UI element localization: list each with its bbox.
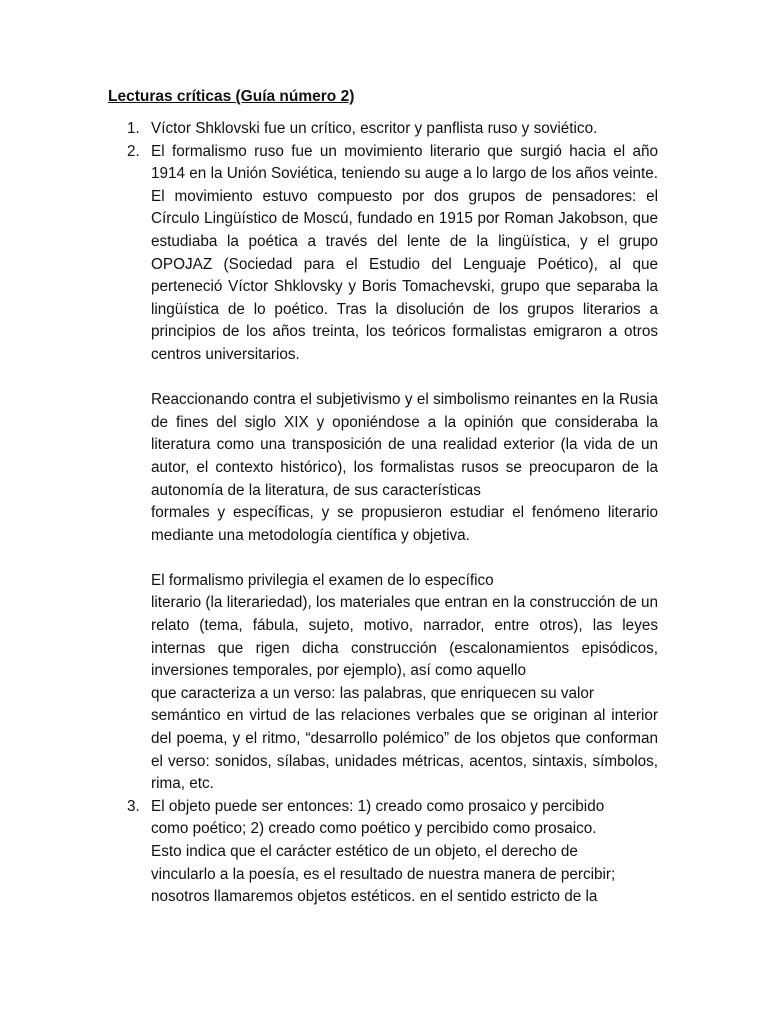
text-line: vincularlo a la poesía, es el resultado de nuestra manera de percibir; bbox=[151, 865, 616, 883]
paragraph-gap bbox=[151, 547, 658, 570]
list-item-2 bbox=[127, 141, 658, 796]
list-number: 2. bbox=[127, 142, 140, 160]
text-line: nosotros llamaremos objetos estéticos. en el sentido estricto de la bbox=[151, 888, 598, 906]
list-number: 3. bbox=[127, 797, 140, 815]
paragraph: literario (la literariedad), los materiales que entran en la construcción de un relato (tema, fábula, sujeto, motivo, narrador, entre otros), las leyes internas que rigen dicha construcción (escalonamientos episódicos, inversiones temporales, por ejemplo), así como aquello bbox=[151, 594, 658, 680]
text-line: Esto indica que el carácter estético de un objeto, el derecho de bbox=[151, 843, 578, 860]
paragraph: El formalismo ruso fue un movimiento literario que surgió hacia el año 1914 en la Unión Soviética, teniendo su auge a lo largo de los años veinte. El movimiento estuvo compuesto por dos grupos de pensadores: el Círculo Lingüístico de Moscú, fundado en 1915 por Roman Jakobson, que estudiaba la poética a través del lente de la lingüística, y el grupo OPOJAZ (Sociedad para el Estudio del Lenguaje Poético), al que perteneció Víctor Shklovsky y Boris Tomachevski, grupo que separaba la lingüística de lo poético. Tras la disolución de los grupos literarios a principios de los años treinta, los teóricos formalistas emigraron a otros centros universitarios. bbox=[151, 142, 658, 363]
document-title: Lecturas críticas (Guía número 2) bbox=[108, 88, 355, 105]
text-line: como poético; 2) creado como poético y percibido como prosaico. bbox=[151, 820, 597, 838]
list-item-3 bbox=[127, 796, 658, 909]
paragraph: semántico en virtud de las relaciones verbales que se originan al interior del poema, y el ritmo, “desarrollo polémico” de los objetos que conforman el verso: sonidos, sílabas, unidades métricas, acentos, sintaxis, símbolos, rima, etc. bbox=[151, 707, 658, 793]
paragraph: Víctor Shklovski fue un crítico, escritor y panflista ruso y soviético. bbox=[151, 120, 598, 137]
text-line: El objeto puede ser entonces: 1) creado como prosaico y percibido bbox=[151, 797, 605, 815]
paragraph: Reaccionando contra el subjetivismo y el simbolismo reinantes en la Rusia de fines del siglo XIX y oponiéndose a la opinión que consideraba la literatura como una transposición de una realidad exterior (la vida de un autor, el contexto histórico), los formalistas rusos se preocuparon de la autonomía de la literatura, de sus características bbox=[151, 391, 658, 499]
paragraph-gap bbox=[151, 367, 658, 390]
list-item-1 bbox=[127, 118, 658, 141]
paragraph: formales y específicas, y se propusieron estudiar el fenómeno literario mediante una metodología científica y objetiva. bbox=[151, 504, 658, 544]
paragraph: que caracteriza a un verso: las palabras, que enriquecen su valor bbox=[151, 684, 595, 702]
document-content bbox=[127, 118, 658, 909]
paragraph: El formalismo privilegia el examen de lo específico bbox=[151, 571, 494, 589]
list-number: 1. bbox=[127, 120, 140, 137]
